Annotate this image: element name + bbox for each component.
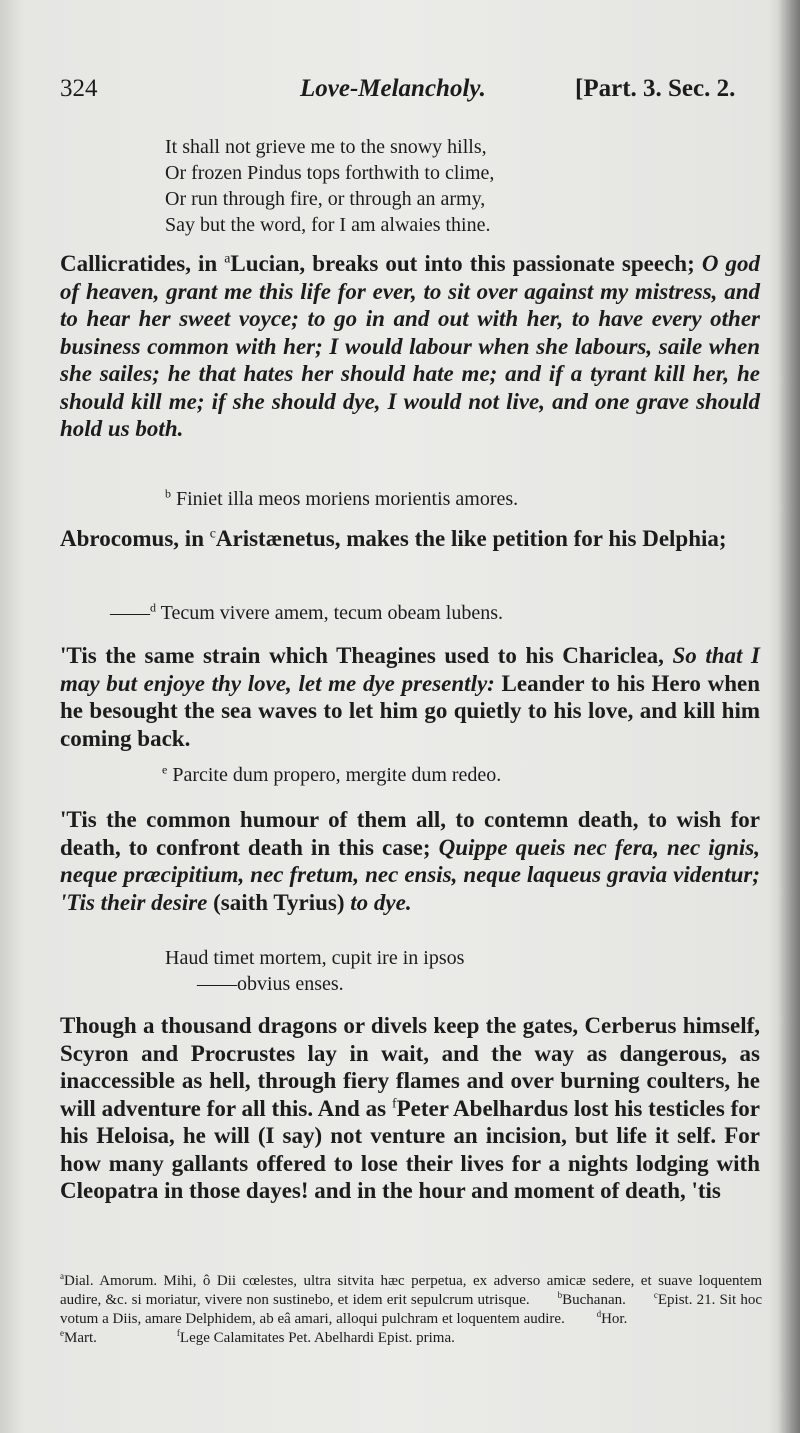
paragraph-common-humour [60,806,760,916]
footnote-ref: a [224,250,231,266]
paragraph-callicratides [60,250,760,443]
paragraph-text: (saith Tyrius) [207,889,351,915]
footnote-ref: f [391,1094,397,1110]
paragraph-text: Peter Abelhardus lost his testicles for his Heloisa, he will (I say) not venture an incision, but life it self. For how many gallants offered to lose their lives for a nights lodging with Cleopatra in those dayes! and in the hour and moment of death, 'tis [60,1095,760,1203]
paragraph-text: 'Tis the common humour of them all, to contemn death, to wish for death, to confront death in this case; [60,807,760,860]
footnote-mark: b [557,1290,563,1300]
citation-dash: —— [110,602,150,624]
paragraph-text: Leander to his Hero when he besought the sea waves to let him go quietly to his love, and kill him coming back. [60,670,761,751]
footnote-e: Mart. [64,1330,97,1346]
verse-line: Say but the word, for I am alwaies thine. [165,214,491,236]
footnote-ref: e [162,762,168,777]
footnote-mark: a [60,1271,64,1281]
footnote-mark: f [176,1328,180,1338]
section-label: [Part. 3. Sec. 2. [575,75,736,102]
quoted-speech: to dye. [350,889,412,915]
latin-citation-2 [110,600,503,626]
verse-line: ——obvius enses. [197,973,344,995]
footnote-mark: d [596,1309,602,1319]
verse-line: It shall not grieve me to the snowy hills, [165,136,487,158]
footnote-ref: c [209,525,216,541]
latin-citation-3 [162,762,501,788]
paragraph-text: 'Tis the same strain which Theagines used to his Chariclea, [60,643,673,668]
footnote-mark: c [653,1290,658,1300]
page-number: 324 [60,75,98,102]
footnote-ref: d [150,600,156,615]
quoted-speech: Quippe queis nec fera, nec ignis, neque præcipitium, nec fretum, nec ensis, neque laqueus gravia videntur; 'Tis their desire [60,834,760,915]
verse-block-1 [165,134,665,238]
quoted-speech: So that I may but enjoye thy love, let me dye presently: [60,643,760,696]
citation-text: Parcite dum propero, mergite dum redeo. [172,764,502,786]
paragraph-thousand-dragons [60,1012,760,1205]
paragraph-text: Aristænetus, makes the like petition for his Delphia; [215,526,727,551]
footnote-c: Epist. 21. Sit hoc votum a Diis, amare Delphidem, ab eâ amari, alloqui pulchram et loquentem audire. [60,1292,763,1327]
verse-line: Or frozen Pindus tops forthwith to clime, [165,162,495,184]
citation-text: Finiet illa meos moriens morientis amores. [176,488,519,510]
quoted-speech: O god of heaven, grant me this life for ever, to sit over against my mistress, and to hear her sweet voyce; to go in and out with her, to have every other business common with her; I would labour when she labours, saile when she sailes; he that hates her should hate me; and if a tyrant kill her, he should kill me; if she should dye, I would not live, and one grave should hold us both. [60,251,760,441]
latin-citation-1 [165,486,518,512]
paragraph-text: Lucian, breaks out into this passionate speech; [230,251,702,276]
paragraph-text: Though a thousand dragons or divels keep the gates, Cerberus himself, Scyron and Procrustes lay in wait, and the way as dangerous, as inaccessible as hell, through fiery flames and over burning coulters, he will adventure for all this. And as [60,1013,760,1121]
footnotes [60,1272,762,1348]
footnote-b: Buchanan. [562,1292,626,1308]
paragraph-theagines [60,642,760,752]
paragraph-abrocomus [60,525,760,553]
footnote-ref: b [165,486,171,501]
paragraph-text: Abrocomus, in [60,526,210,551]
citation-text: Tecum vivere amem, tecum obeam lubens. [160,602,504,624]
verse-line: Haud timet mortem, cupit ire in ipsos [165,947,465,969]
footnote-mark: e [60,1328,64,1338]
running-title: Love-Melancholy. [300,75,486,102]
verse-line: Or run through fire, or through an army, [165,188,486,210]
footnote-f: Lege Calamitates Pet. Abelhardi Epist. prima. [179,1330,455,1346]
footnote-d: Hor. [601,1311,628,1327]
verse-block-2 [165,945,665,997]
footnote-a: Dial. Amorum. Mihi, ô Dii cœlestes, ultra sitvita hæc perpetua, ex adverso amicæ sedere, et suave loquentem audire, &c. si moriatur, vivere non sustinebo, et idem erit sepulcrum utrisque. [60,1273,762,1308]
paragraph-text: Callicratides, in [60,251,225,276]
